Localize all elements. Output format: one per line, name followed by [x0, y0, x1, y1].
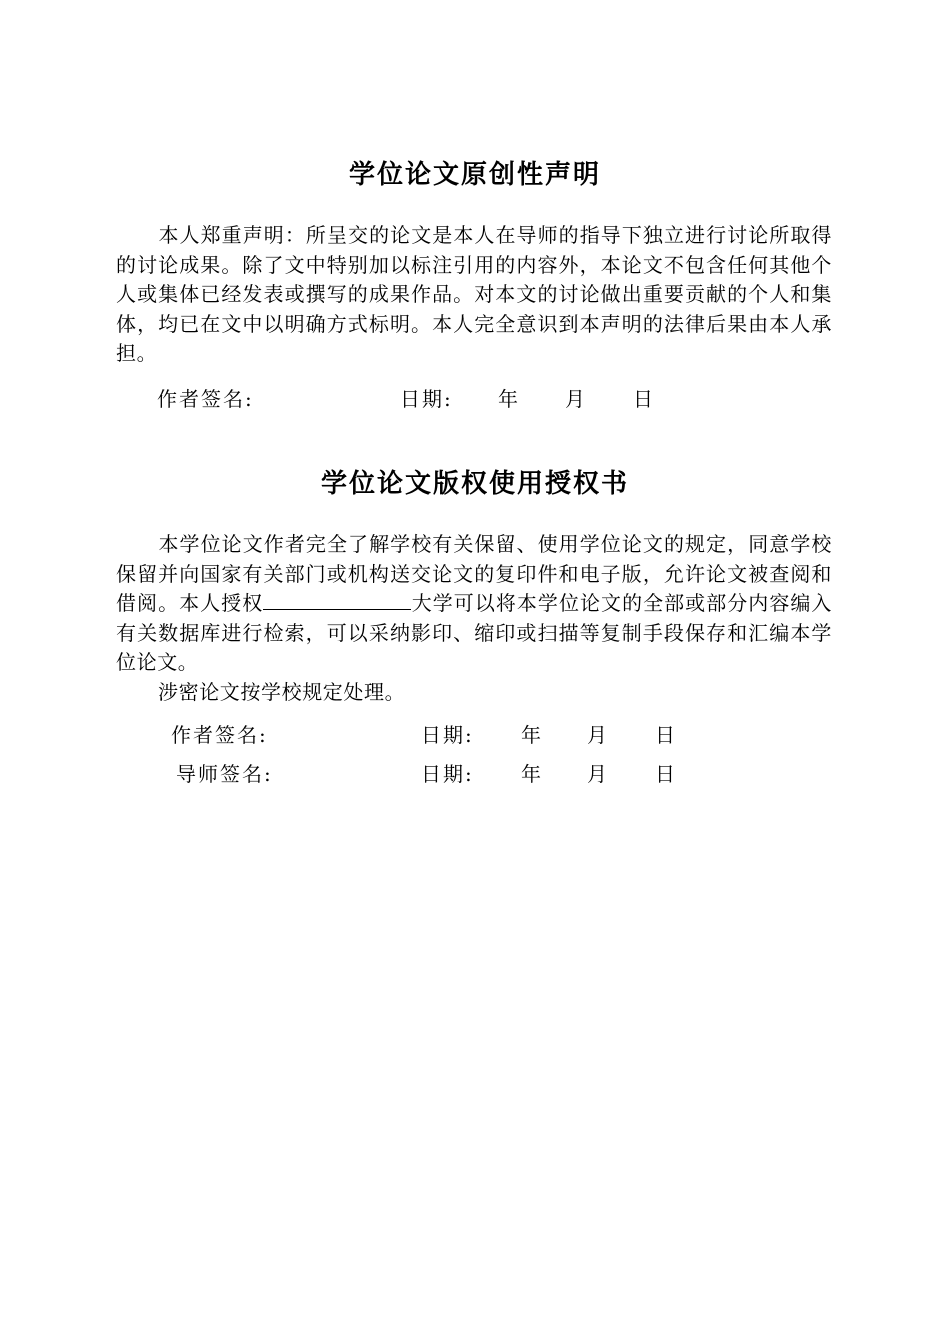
- day-label: 日: [655, 723, 677, 747]
- advisor-signature-label: 导师签名:: [176, 762, 273, 786]
- classified-thesis-note: 涉密论文按学校规定处理。: [158, 679, 406, 704]
- authorization-text-part1: 本学位论文作者完全了解学校有关保留、使用学位论文的规定，同意学校保留并向国家有关部门或机构送交论文的复印件和电子版，允许论文被查阅和借阅。本人授权: [116, 532, 832, 615]
- month-label: 月: [587, 723, 609, 747]
- date-label: 日期:: [421, 723, 474, 747]
- declaration-body: [116, 221, 832, 369]
- author-signature-label: 作者签名:: [157, 387, 254, 411]
- month-label: 月: [565, 387, 587, 411]
- authorization-text-part2: 大学可以将本学位论文的全部或部分内容编入有关数据库进行检索，可以采纳影印、缩印或扫描等复制手段保存和汇编本学位论文。: [116, 591, 833, 674]
- date-label: 日期:: [400, 387, 453, 411]
- declaration-text: 本人郑重声明：所呈交的论文是本人在导师的指导下独立进行讨论所取得的讨论成果。除了文中特别加以标注引用的内容外，本论文不包含任何其他个人或集体已经发表或撰写的成果作品。对本文的讨论做出重要贡献的个人和集体，均已在文中以明确方式标明。本人完全意识到本声明的法律后果由本人承担。: [116, 223, 832, 365]
- date-label: 日期:: [421, 762, 474, 786]
- year-label: 年: [521, 762, 543, 786]
- day-label: 日: [655, 762, 677, 786]
- authorization-body: [116, 530, 832, 707]
- day-label: 日: [633, 387, 655, 411]
- month-label: 月: [587, 762, 609, 786]
- university-name-blank[interactable]: [263, 591, 411, 610]
- authorization-title: 学位论文版权使用授权书: [320, 469, 629, 499]
- year-label: 年: [498, 387, 520, 411]
- declaration-title: 学位论文原创性声明: [348, 160, 601, 190]
- year-label: 年: [521, 723, 543, 747]
- author-signature-label: 作者签名:: [171, 723, 268, 747]
